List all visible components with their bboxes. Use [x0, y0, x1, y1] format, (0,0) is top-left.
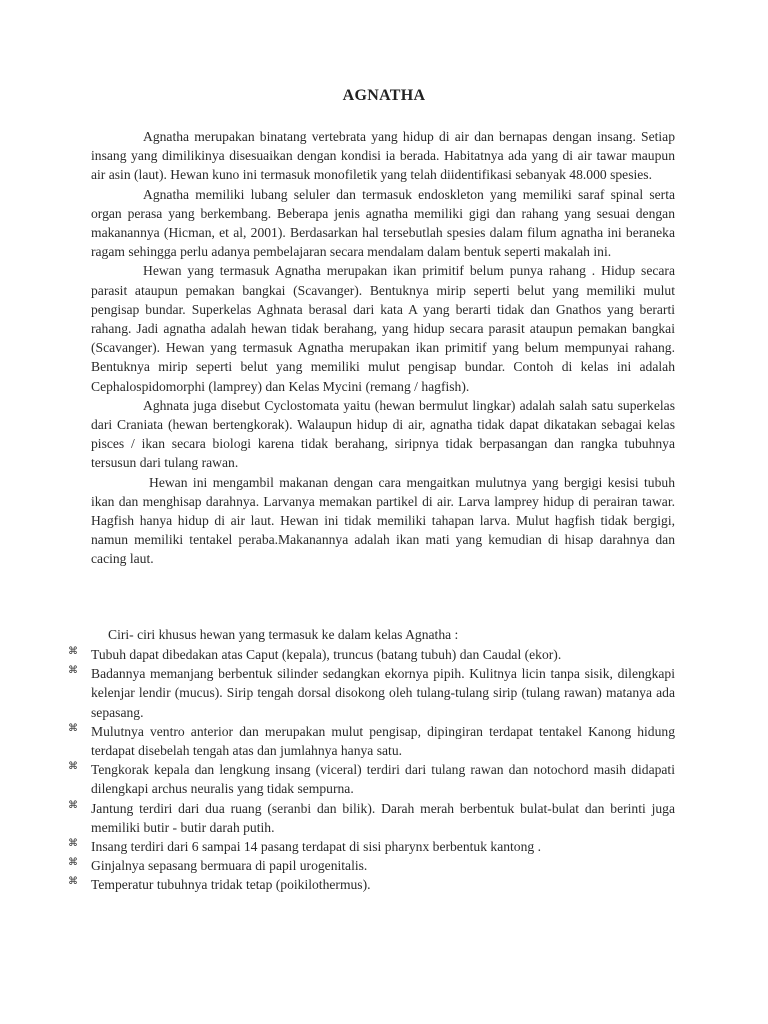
square-bullet-icon: ⌘	[68, 761, 78, 773]
paragraph-3: Hewan yang termasuk Agnatha merupakan ikan primitif belum punya rahang . Hidup secara parasit ataupun pemakan bangkai (Scavanger). Bentuknya mirip seperti belut yang memiliki mulut pengisap bundar. Superkelas Aghnata berasal dari kata A yang berarti tidak dan Gnathos yang berarti rahang. Jadi agnatha adalah hewan tidak berahang, yang hidup secara parasit ataupun pemakan bangkai (Scavanger). Hewan yang termasuk Agnatha merupakan ikan primitif yang belum mempunyai rahang. Bentuknya mirip seperti belut yang memiliki mulut pengisap bundar. Contoh di kelas ini adalah Cephalospidomorphi (lamprey) dan Kelas Mycini (remang / hagfish).	[91, 263, 675, 394]
square-bullet-icon: ⌘	[68, 857, 78, 869]
square-bullet-icon: ⌘	[68, 646, 78, 657]
square-bullet-icon: ⌘	[68, 799, 78, 811]
square-bullet-icon: ⌘	[68, 665, 78, 677]
document-title: AGNATHA	[342, 87, 426, 104]
paragraph-4: Aghnata juga disebut Cyclostomata yaitu (hewan bermulut lingkar) adalah salah satu superkelas dari Craniata (hewan bertengkorak). Walaupun hidup di air, agnatha tidak dapat dikatakan sebagai kelas pisces / ikan secara biologi karena tidak berahang, siripnya tidak berpasangan dan rangka tubuhnya tersusun dari tulang rawan.	[91, 397, 675, 471]
list-item-text: Ginjalnya sepasang bermuara di papil urogenitalis.	[91, 858, 368, 874]
list-item	[0, 837, 675, 856]
list-item-text: Badannya memanjang berbentuk silinder sedangkan ekornya pipih. Kulitnya licin tanpa sisik, dilengkapi kelenjar lendir (mucus). Sirip tengah dorsal disokong oleh tulang-tulang sirip (tulang rawan) matanya ada sepasang.	[91, 666, 675, 720]
square-bullet-icon: ⌘	[68, 722, 78, 734]
paragraph-1: Agnatha merupakan binatang vertebrata yang hidup di air dan bernapas dengan insang. Setiap insang yang dimilikinya disesuaikan dengan kondisi ia berada. Habitatnya ada yang di air tawar maupun air asin (laut). Hewan kuno ini termasuk monofiletik yang telah diidentifikasi sebanyak 48.000 spesies.	[91, 129, 675, 183]
paragraph-5: Hewan ini mengambil makanan dengan cara mengaitkan mulutnya yang bergigi kesisi tubuh ikan dan menghisap darahnya. Larvanya memakan partikel di air. Larva lamprey hidup di perairan tawar. Hagfish hanya hidup di air laut. Hewan ini tidak memiliki tahapan larva. Mulut hagfish tidak bergigi, namun memiliki tentakel peraba.Makanannya adalah ikan mati yang kemudian di hisap darahnya dan cacing laut.	[91, 474, 675, 567]
list-item	[0, 856, 675, 875]
list-item-text: Insang terdiri dari 6 sampai 14 pasang terdapat di sisi pharynx berbentuk kantong .	[91, 839, 541, 855]
characteristics-list	[0, 645, 768, 895]
list-item-text: Jantung terdiri dari dua ruang (seranbi dan bilik). Darah merah berbentuk bulat-bulat dan berinti juga memiliki butir - butir darah putih.	[91, 800, 675, 835]
list-item	[0, 875, 675, 894]
list-item	[0, 799, 675, 837]
list-item	[0, 664, 675, 722]
list-intro: Ciri- ciri khusus hewan yang termasuk ke dalam kelas Agnatha :	[108, 627, 459, 642]
list-item-text: Tengkorak kepala dan lengkung insang (viceral) terdiri dari tulang rawan dan notochord masih didapati dilengkapi archus neuralis yang tidak sempurna.	[91, 762, 675, 797]
list-item	[0, 760, 675, 798]
square-bullet-icon: ⌘	[68, 838, 78, 850]
list-item	[0, 722, 675, 760]
square-bullet-icon: ⌘	[68, 876, 78, 888]
list-item	[0, 645, 675, 664]
list-item-text: Mulutnya ventro anterior dan merupakan mulut pengisap, dipingiran terdapat tentakel Kanong hidung terdapat disebelah tengah atas dan jumlahnya hanya satu.	[91, 723, 675, 759]
list-item-text: Temperatur tubuhnya tridak tetap (poikilothermus).	[91, 877, 371, 893]
paragraph-2: Agnatha memiliki lubang seluler dan termasuk endoskleton yang memiliki saraf spinal serta organ perasa yang berkembang. Beberapa jenis agnatha memiliki gigi dan rahang yang sesuai dengan makanannya (Hicman, et al, 2001). Berdasarkan hal tersebutlah spesies dalam filum agnatha ini beraneka ragam sehingga perlu adanya pembelajaran secara mendalam dalam bentuk seperti makalah ini.	[91, 186, 675, 260]
list-item-text: Tubuh dapat dibedakan atas Caput (kepala), truncus (batang tubuh) dan Caudal (ekor).	[91, 647, 562, 662]
document-body	[91, 127, 675, 569]
